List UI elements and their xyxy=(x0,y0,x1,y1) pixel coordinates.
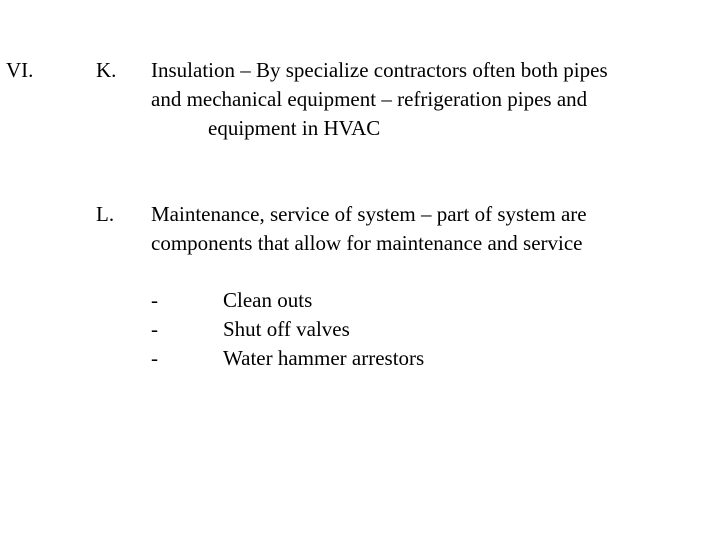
list-item-text: Water hammer arrestors xyxy=(223,346,425,370)
bullet-dash: - xyxy=(151,317,158,341)
item-k-text xyxy=(151,56,608,143)
item-letter-k: K. xyxy=(96,58,117,82)
item-k-line-2: and mechanical equipment – refrigeration pipes and xyxy=(151,87,588,111)
list-item-text: Shut off valves xyxy=(223,317,350,341)
item-letter-l: L. xyxy=(96,202,115,226)
item-l-text xyxy=(151,200,587,258)
item-l-line-2: components that allow for maintenance and service xyxy=(151,231,583,255)
bullet-dash: - xyxy=(151,288,158,312)
item-k-line-3: equipment in HVAC xyxy=(208,116,381,140)
section-numeral: VI. xyxy=(6,58,34,82)
item-l-line-1: Maintenance, service of system – part of system are xyxy=(151,202,587,226)
bullet-dash: - xyxy=(151,346,158,370)
list-item-text: Clean outs xyxy=(223,288,313,312)
item-k-line-1: Insulation – By specialize contractors often both pipes xyxy=(151,58,608,82)
